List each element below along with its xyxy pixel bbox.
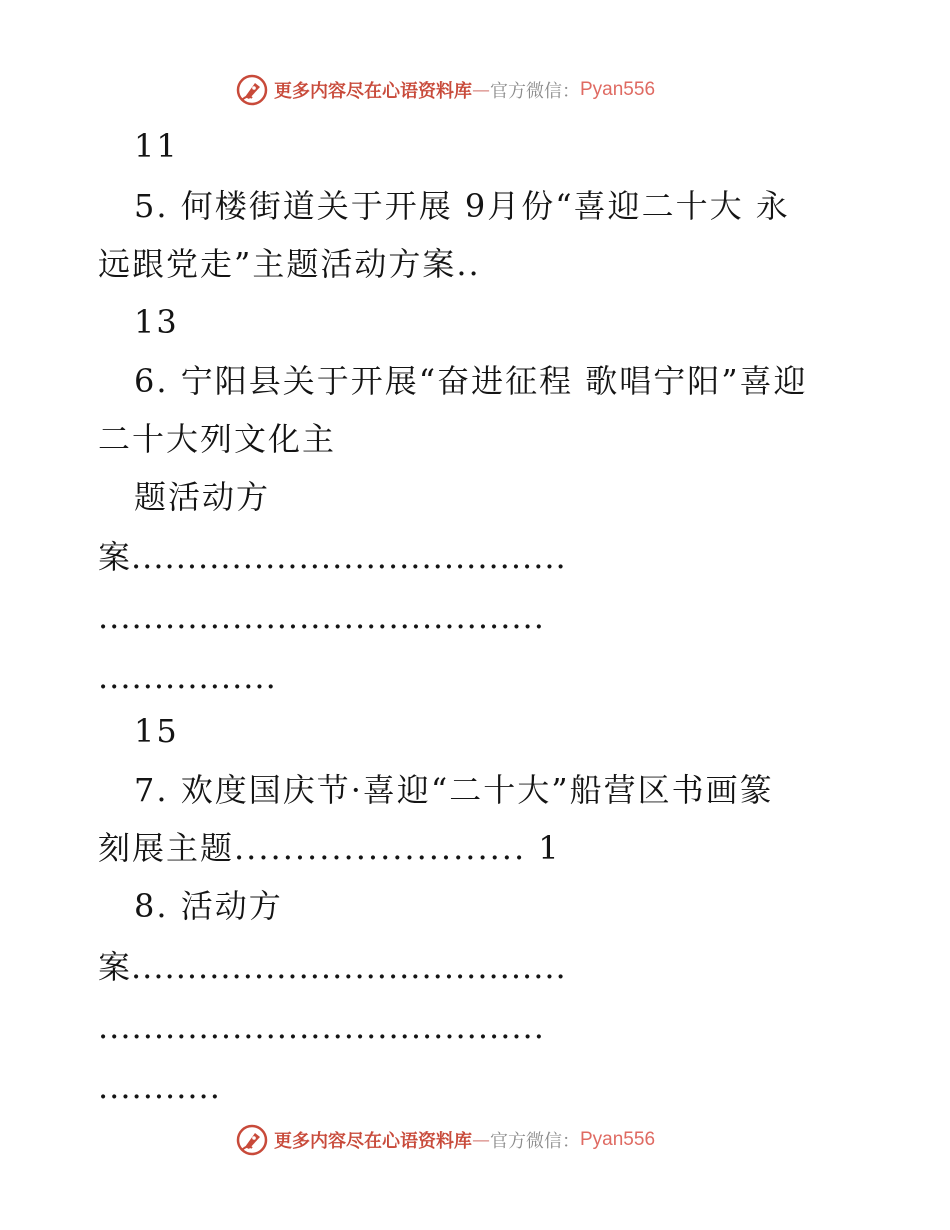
pen-nib-logo-icon [236,1124,268,1156]
toc-entry-6-line1: 6. 宁阳县关于开展“奋进征程 歌唱宁阳”喜迎 [134,362,808,400]
toc-entry-8-line1: 8. 活动方 [134,887,283,925]
watermark-dash: — [472,79,490,101]
pen-nib-logo-icon [236,74,268,106]
header-watermark [236,73,655,107]
toc-page-number: 13 [134,303,179,341]
watermark-wechat-label: 官方微信： [490,81,580,102]
toc-leader-line: ........... [98,1068,221,1106]
toc-leader-line: ........................................ [98,1008,545,1046]
toc-entry-6-line2: 二十大列文化主 [98,420,337,458]
toc-entry-7-line2: 刻展主题........................ 1 [98,829,561,867]
footer-watermark [236,1123,655,1157]
watermark-wechat-id: Pyan556 [580,79,656,100]
toc-leader-line: 案....................................... [98,948,567,986]
watermark-wechat-id: Pyan556 [580,1129,656,1150]
toc-entry-7-line1: 7. 欢度国庆节·喜迎“二十大”船营区书画篆 [134,771,774,809]
watermark-brand: 更多内容尽在心语资料库 [274,1131,472,1152]
toc-leader-line: 案....................................... [98,538,567,576]
watermark-wechat-label: 官方微信： [490,1131,580,1152]
toc-page-number: 15 [134,712,179,750]
toc-entry-6-line3: 题活动方 [134,478,271,516]
toc-entry-5-line1: 5. 何楼街道关于开展 9月份“喜迎二十大 永 [134,187,790,225]
toc-entry-5-line2: 远跟党走”主题活动方案.. [98,245,481,283]
toc-leader-line: ................ [98,658,277,696]
watermark-brand: 更多内容尽在心语资料库 [274,81,472,102]
watermark-dash: — [472,1129,490,1151]
toc-page-number: 11 [134,127,179,165]
toc-leader-line: ........................................ [98,598,545,636]
